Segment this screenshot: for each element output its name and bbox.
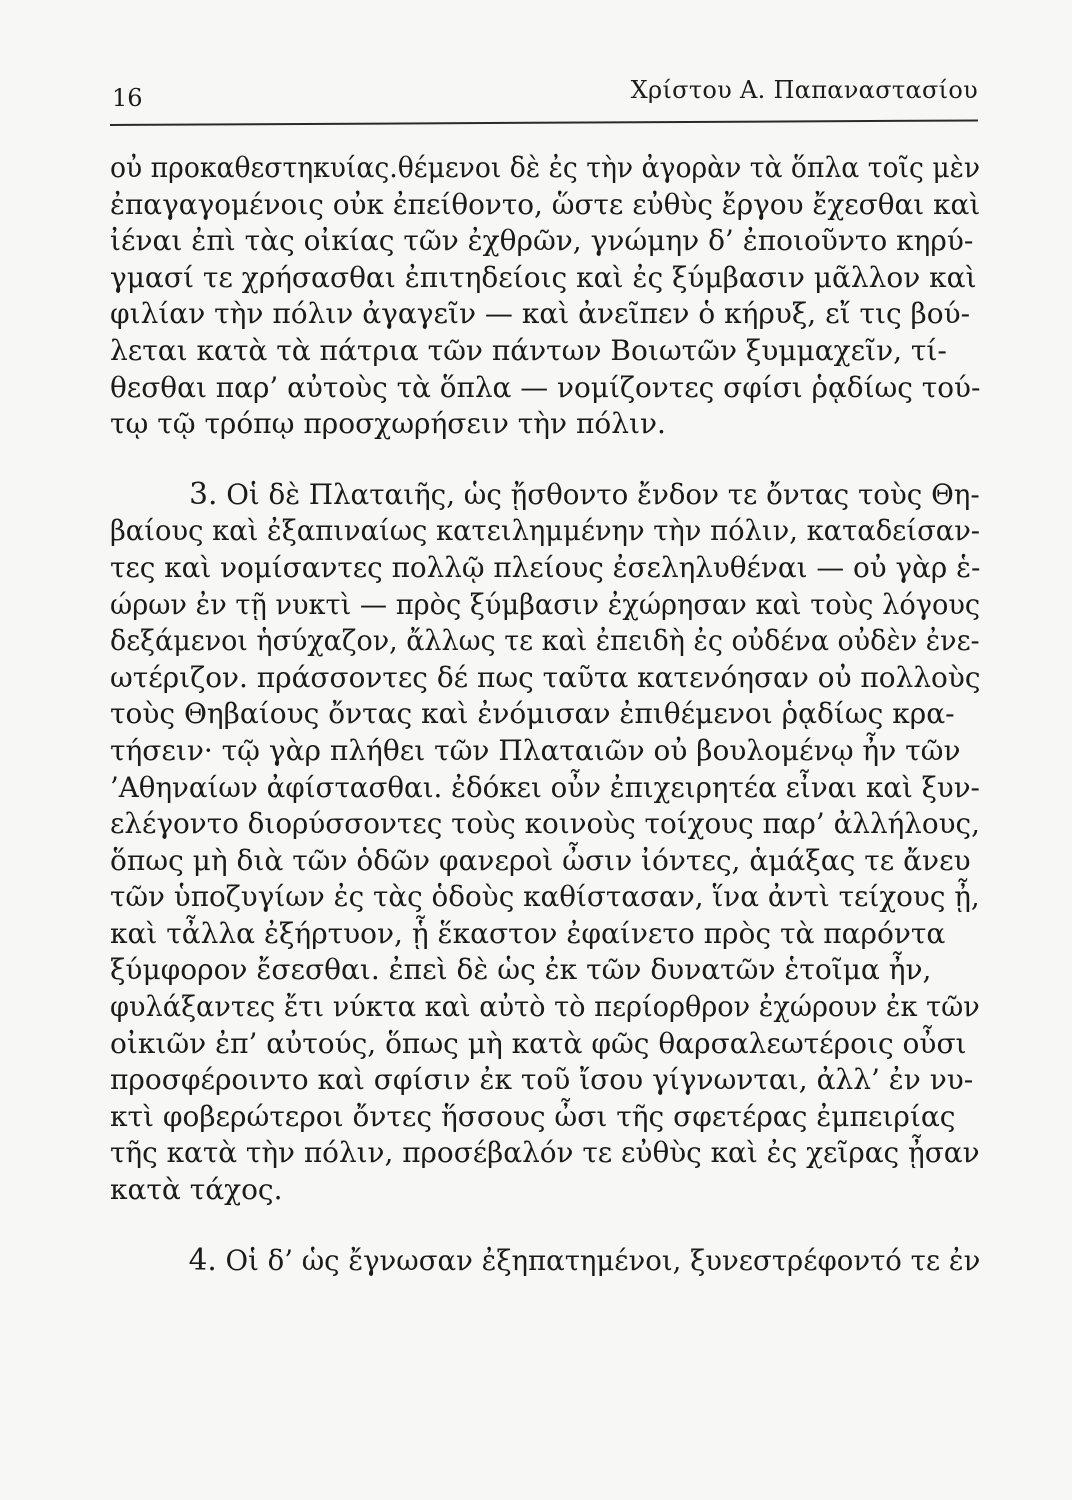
text-line: ωτέριζον. πράσσοντες δέ πως ταῦτα κατενόησαν οὐ πολλοὺς xyxy=(110,660,981,694)
section-4-first-line xyxy=(110,1242,981,1280)
body-text xyxy=(110,150,980,1279)
running-head: Χρίστου Α. Παπαναστασίου xyxy=(630,76,978,104)
text-line: φυλάξαντες ἔτι νύκτα καὶ αὐτὸ τὸ περίορθρον ἐχώρουν ἐκ τῶν xyxy=(110,990,980,1024)
text-line: τες καὶ νομίσαντες πολλῷ πλείους ἐσεληλυθέναι — οὐ γὰρ ἑ- xyxy=(110,550,981,584)
text-line: βαίους καὶ ἐξαπιναίως κατειλημμένην τὴν πόλιν, καταδείσαν- xyxy=(110,514,981,548)
text-line: ὅπως μὴ διὰ τῶν ὁδῶν φανεροὶ ὦσιν ἰόντες, ἁμάξας τε ἄνευ xyxy=(110,843,971,877)
section-3-first-line xyxy=(110,476,980,514)
text-line: οἰκιῶν ἐπ’ αὐτούς, ὅπως μὴ κατὰ φῶς θαρσαλεωτέροις οὖσι xyxy=(110,1026,967,1060)
section-number: 3. xyxy=(189,476,218,512)
section-number: 4. xyxy=(188,1242,217,1278)
section-4-first-text: Οἱ δ’ ὡς ἔγνωσαν ἐξηπατημένοι, ξυνεστρέφοντό τε ἐν xyxy=(225,1243,981,1277)
section-3-first-text: Οἱ δὲ Πλαταιῆς, ὡς ᾔσθοντο ἔνδον τε ὄντας τοὺς Θη- xyxy=(226,477,980,511)
text-line: καὶ τἆλλα ἐξήρτυον, ᾗ ἕκαστον ἐφαίνετο πρὸς τὰ παρόντα xyxy=(110,916,946,950)
text-line: ώρων ἐν τῇ νυκτὶ — πρὸς ξύμβασιν ἐχώρησαν καὶ τοὺς λόγους xyxy=(110,587,981,621)
text-line: προσφέροιντο καὶ σφίσιν ἐκ τοῦ ἴσου γίγνωνται, ἀλλ’ ἐν νυ- xyxy=(110,1063,974,1097)
section-4 xyxy=(110,1243,980,1280)
text-line: ἰέναι ἐπὶ τὰς οἰκίας τῶν ἐχθρῶν, γνώμην δ’ ἐποιοῦντο κηρύ- xyxy=(110,224,974,258)
section-3 xyxy=(110,477,980,1209)
text-line: τῳ τῷ τρόπῳ προσχωρήσειν τὴν πόλιν. xyxy=(110,407,666,441)
page-number: 16 xyxy=(112,84,143,112)
text-line: ’Αθηναίων ἀφίστασθαι. ἐδόκει οὖν ἐπιχειρητέα εἶναι καὶ ξυν- xyxy=(110,770,980,804)
text-line: φιλίαν τὴν πόλιν ἀγαγεῖν — καὶ ἀνεῖπεν ὁ κήρυξ, εἴ τις βού- xyxy=(110,297,971,331)
text-line: κτὶ φοβερώτεροι ὄντες ἥσσους ὦσι τῆς σφετέρας ἐμπειρίας xyxy=(110,1099,956,1133)
text-line: οὐ προκαθεστηκυίας.θέμενοι δὲ ἐς τὴν ἀγορὰν τὰ ὅπλα τοῖς μὲν xyxy=(110,151,981,184)
text-line: τῶν ὑποζυγίων ἐς τὰς ὁδοὺς καθίστασαν, ἵνα ἀντὶ τείχους ᾖ, xyxy=(110,880,980,914)
text-line: θεσθαι παρ’ αὐτοὺς τὰ ὅπλα — νομίζοντες σφίσι ῥᾳδίως τού- xyxy=(110,370,981,404)
paragraph-gap xyxy=(110,1209,980,1243)
text-line: κατὰ τάχος. xyxy=(110,1173,283,1207)
paragraph-1 xyxy=(110,150,980,443)
text-line: τῆς κατὰ τὴν πόλιν, προσέβαλόν τε εὐθὺς καὶ ἐς χεῖρας ᾖσαν xyxy=(110,1136,980,1170)
text-line: τοὺς Θηβαίους ὄντας καὶ ἐνόμισαν ἐπιθέμενοι ῥᾳδίως κρα- xyxy=(110,697,955,731)
paragraph-gap xyxy=(110,443,980,477)
text-line: τήσειν· τῷ γὰρ πλήθει τῶν Πλαταιῶν οὐ βουλομένῳ ἦν τῶν xyxy=(110,733,961,767)
text-line: δεξάμενοι ἡσύχαζον, ἄλλως τε καὶ ἐπειδὴ ἐς οὐδένα οὐδὲν ἐνε- xyxy=(110,624,980,658)
header-rule xyxy=(110,119,978,126)
text-line: ελέγοντο διορύσσοντες τοὺς κοινοὺς τοίχους παρ’ ἀλλήλους, xyxy=(110,807,980,841)
text-line: ξύμφορον ἔσεσθαι. ἐπεὶ δὲ ὡς ἐκ τῶν δυνατῶν ἑτοῖμα ἦν, xyxy=(110,953,932,987)
text-line: γμασί τε χρήσασθαι ἐπιτηδείοις καὶ ἐς ξύμβασιν μᾶλλον καὶ xyxy=(110,260,977,294)
text-line: ἐπαγαγομένοις οὐκ ἐπείθοντο, ὥστε εὐθὺς ἔργου ἔχεσθαι καὶ xyxy=(110,187,981,221)
page-header xyxy=(112,76,978,116)
text-line: λεται κατὰ τὰ πάτρια τῶν πάντων Βοιωτῶν ξυμμαχεῖν, τί- xyxy=(110,333,947,367)
